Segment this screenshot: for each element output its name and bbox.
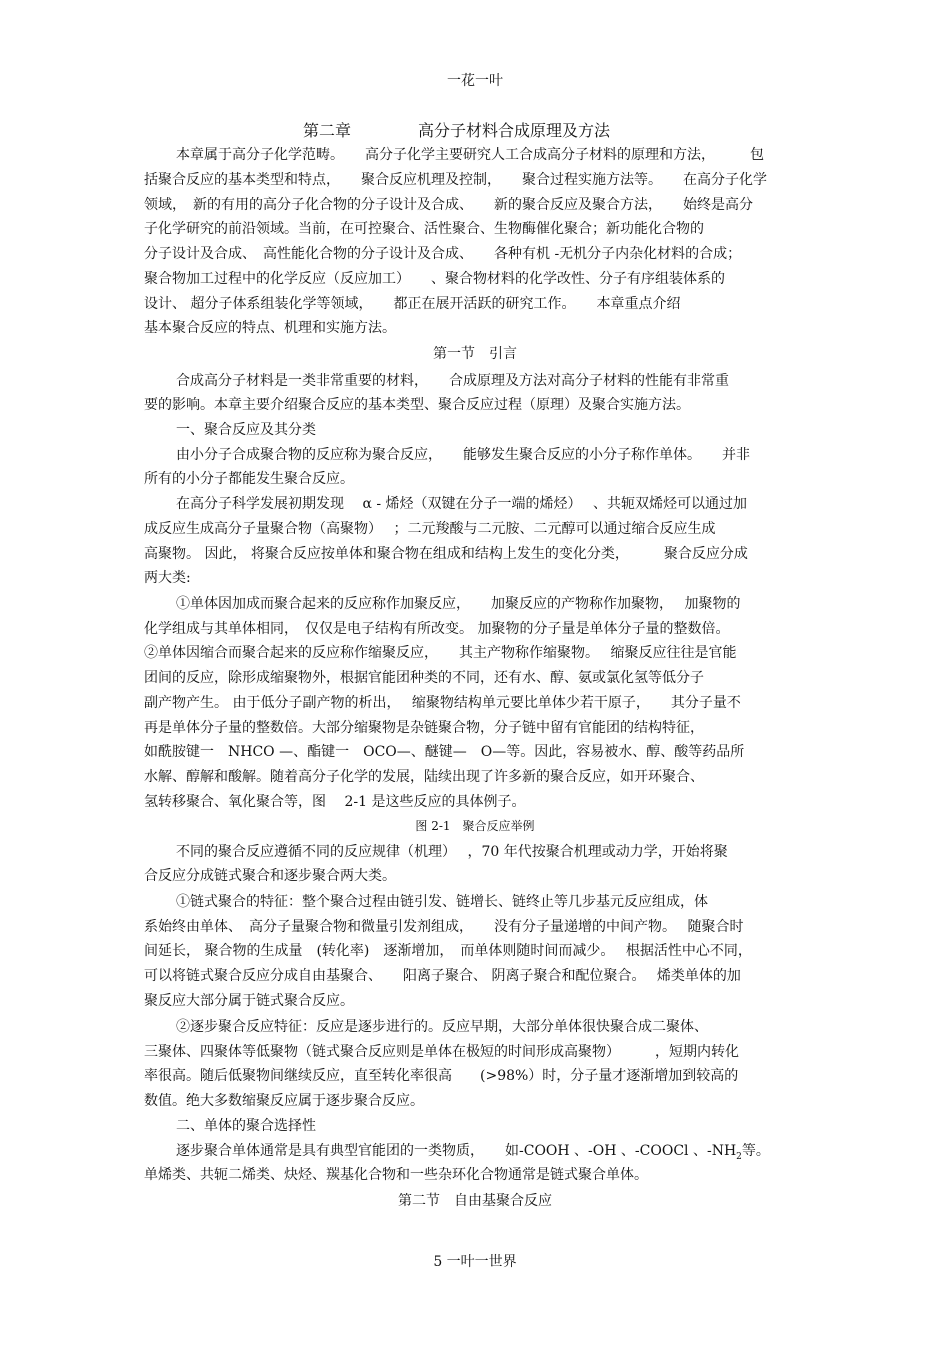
body-line: 可以将链式聚合反应分成自由基聚合、 阳离子聚合、 阴离子聚合和配位聚合。 烯类单体的加 bbox=[144, 968, 741, 984]
chapter-title bbox=[303, 120, 610, 142]
body-line: 高聚物。 因此， 将聚合反应按单体和聚合物在组成和结构上发生的变化分类， 聚合反应分成 bbox=[144, 546, 748, 562]
body-line: 单烯类、共轭二烯类、炔烃、羰基化合物和一些杂环化合物通常是链式聚合单体。 bbox=[144, 1167, 648, 1183]
intro-line: 设计、 超分子体系组装化学等领域， 都正在展开活跃的研究工作。 本章重点介绍 bbox=[144, 296, 681, 312]
chapter-name: 高分子材料合成原理及方法 bbox=[418, 121, 611, 140]
intro-line: 括聚合反应的基本类型和特点， 聚合反应机理及控制， 聚合过程实施方法等。 在高分子化学 bbox=[144, 172, 767, 188]
body-line: 数值。绝大多数缩聚反应属于逐步聚合反应。 bbox=[144, 1093, 424, 1109]
body-line bbox=[176, 1141, 770, 1167]
body-line: ②单体因缩合而聚合起来的反应称作缩聚反应， 其主产物称作缩聚物。 缩聚反应往往是官能 bbox=[144, 645, 737, 661]
section-heading: 第一节 引言 bbox=[433, 346, 517, 362]
intro-line: 基本聚合反应的特点、机理和实施方法。 bbox=[144, 320, 396, 336]
body-line: ②逐步聚合反应特征：反应是逐步进行的。反应早期，大部分单体很快聚合成二聚体、 bbox=[176, 1019, 708, 1035]
page-footer: 5 一叶一世界 bbox=[433, 1254, 517, 1270]
monomer-groups-text: 逐步聚合单体通常是具有典型官能团的一类物质， 如-COOH 、-OH 、-COOCl 、-NH bbox=[176, 1143, 737, 1159]
chapter-number: 第二章 bbox=[303, 121, 352, 140]
intro-line: 子化学研究的前沿领域。当前，在可控聚合、活性聚合、生物酶催化聚合；新功能化合物的 bbox=[144, 221, 704, 237]
intro-line: 本章属于高分子化学范畴。 高分子化学主要研究人工合成高分子材料的原理和方法， 包 bbox=[176, 147, 764, 163]
body-line: 氢转移聚合、氧化聚合等，图 2-1 是这些反应的具体例子。 bbox=[144, 794, 526, 810]
body-line: ①链式聚合的特征：整个聚合过程由链引发、链增长、链终止等几步基元反应组成，体 bbox=[176, 894, 708, 910]
subsection-heading: 二、单体的聚合选择性 bbox=[176, 1118, 316, 1134]
subsection-heading: 一、聚合反应及其分类 bbox=[176, 422, 316, 438]
body-line: 再是单体分子量的整数倍。大部分缩聚物是杂链聚合物，分子链中留有官能团的结构特征， bbox=[144, 720, 704, 736]
body-line: 系始终由单体、 高分子量聚合物和微量引发剂组成， 没有分子量递增的中间产物。 随聚合时 bbox=[144, 919, 744, 935]
intro-line: 聚合物加工过程中的化学反应（反应加工） 、聚合物材料的化学改性、分子有序组装体系的 bbox=[144, 271, 725, 287]
body-line: 水解、醇解和酸解。随着高分子化学的发展，陆续出现了许多新的聚合反应，如开环聚合、 bbox=[144, 769, 704, 785]
body-line: 所有的小分子都能发生聚合反应。 bbox=[144, 471, 354, 487]
body-line: 如酰胺键一 NHCO —、酯键一 OCO—、醚键— O—等。因此，容易被水、醇、酸等药品所 bbox=[144, 744, 745, 760]
body-line: ①单体因加成而聚合起来的反应称作加聚反应， 加聚反应的产物称作加聚物， 加聚物的 bbox=[176, 596, 741, 612]
page-header: 一花一叶 bbox=[447, 73, 503, 89]
body-line: 在高分子科学发展初期发现 α - 烯烃（双键在分子一端的烯烃） 、共轭双烯烃可以通过加 bbox=[176, 496, 747, 512]
figure-caption: 图 2-1 聚合反应举例 bbox=[415, 819, 535, 833]
body-line: 团间的反应，除形成缩聚物外，根据官能团种类的不同，还有水、醇、氨或氯化氢等低分子 bbox=[144, 670, 704, 686]
intro-line: 领域， 新的有用的高分子化合物的分子设计及合成、 新的聚合反应及聚合方法， 始终是高分 bbox=[144, 197, 753, 213]
section-heading: 第二节 自由基聚合反应 bbox=[398, 1193, 552, 1209]
body-line: 两大类: bbox=[144, 570, 191, 586]
body-line: 副产物产生。 由于低分子副产物的析出， 缩聚物结构单元要比单体少若干原子， 其分子量不 bbox=[144, 695, 741, 711]
body-line: 不同的聚合反应遵循不同的反应规律（机理） ，70 年代按聚合机理或动力学，开始将聚 bbox=[176, 844, 728, 860]
body-line: 合成高分子材料是一类非常重要的材料， 合成原理及方法对高分子材料的性能有非常重 bbox=[176, 373, 729, 389]
body-line: 由小分子合成聚合物的反应称为聚合反应， 能够发生聚合反应的小分子称作单体。 并非 bbox=[176, 447, 750, 463]
body-line: 三聚体、四聚体等低聚物（链式聚合反应则是单体在极短的时间形成高聚物） ，短期内转化 bbox=[144, 1044, 739, 1060]
monomer-groups-end: 等。 bbox=[741, 1143, 770, 1159]
body-line: 间延长， 聚合物的生成量 (转化率) 逐渐增加， 而单体则随时间而减少。 根据活性中心不同， bbox=[144, 943, 752, 959]
body-line: 率很高。随后低聚物间继续反应，直至转化率很高 (>98%）时，分子量才逐渐增加到较高的 bbox=[144, 1068, 739, 1084]
body-line: 要的影响。本章主要介绍聚合反应的基本类型、聚合反应过程（原理）及聚合实施方法。 bbox=[144, 397, 690, 413]
body-line: 合反应分成链式聚合和逐步聚合两大类。 bbox=[144, 868, 396, 884]
intro-line: 分子设计及合成、 高性能化合物的分子设计及合成、 各种有机 -无机分子内杂化材料的合成； bbox=[144, 246, 742, 262]
nh2-subscript: 2 bbox=[736, 1151, 742, 1162]
body-line: 化学组成与其单体相同， 仅仅是电子结构有所改变。 加聚物的分子量是单体分子量的整数倍。 bbox=[144, 621, 730, 637]
body-line: 成反应生成高分子量聚合物（高聚物） ；二元羧酸与二元胺、二元醇可以通过缩合反应生成 bbox=[144, 521, 716, 537]
body-line: 聚反应大部分属于链式聚合反应。 bbox=[144, 993, 354, 1009]
